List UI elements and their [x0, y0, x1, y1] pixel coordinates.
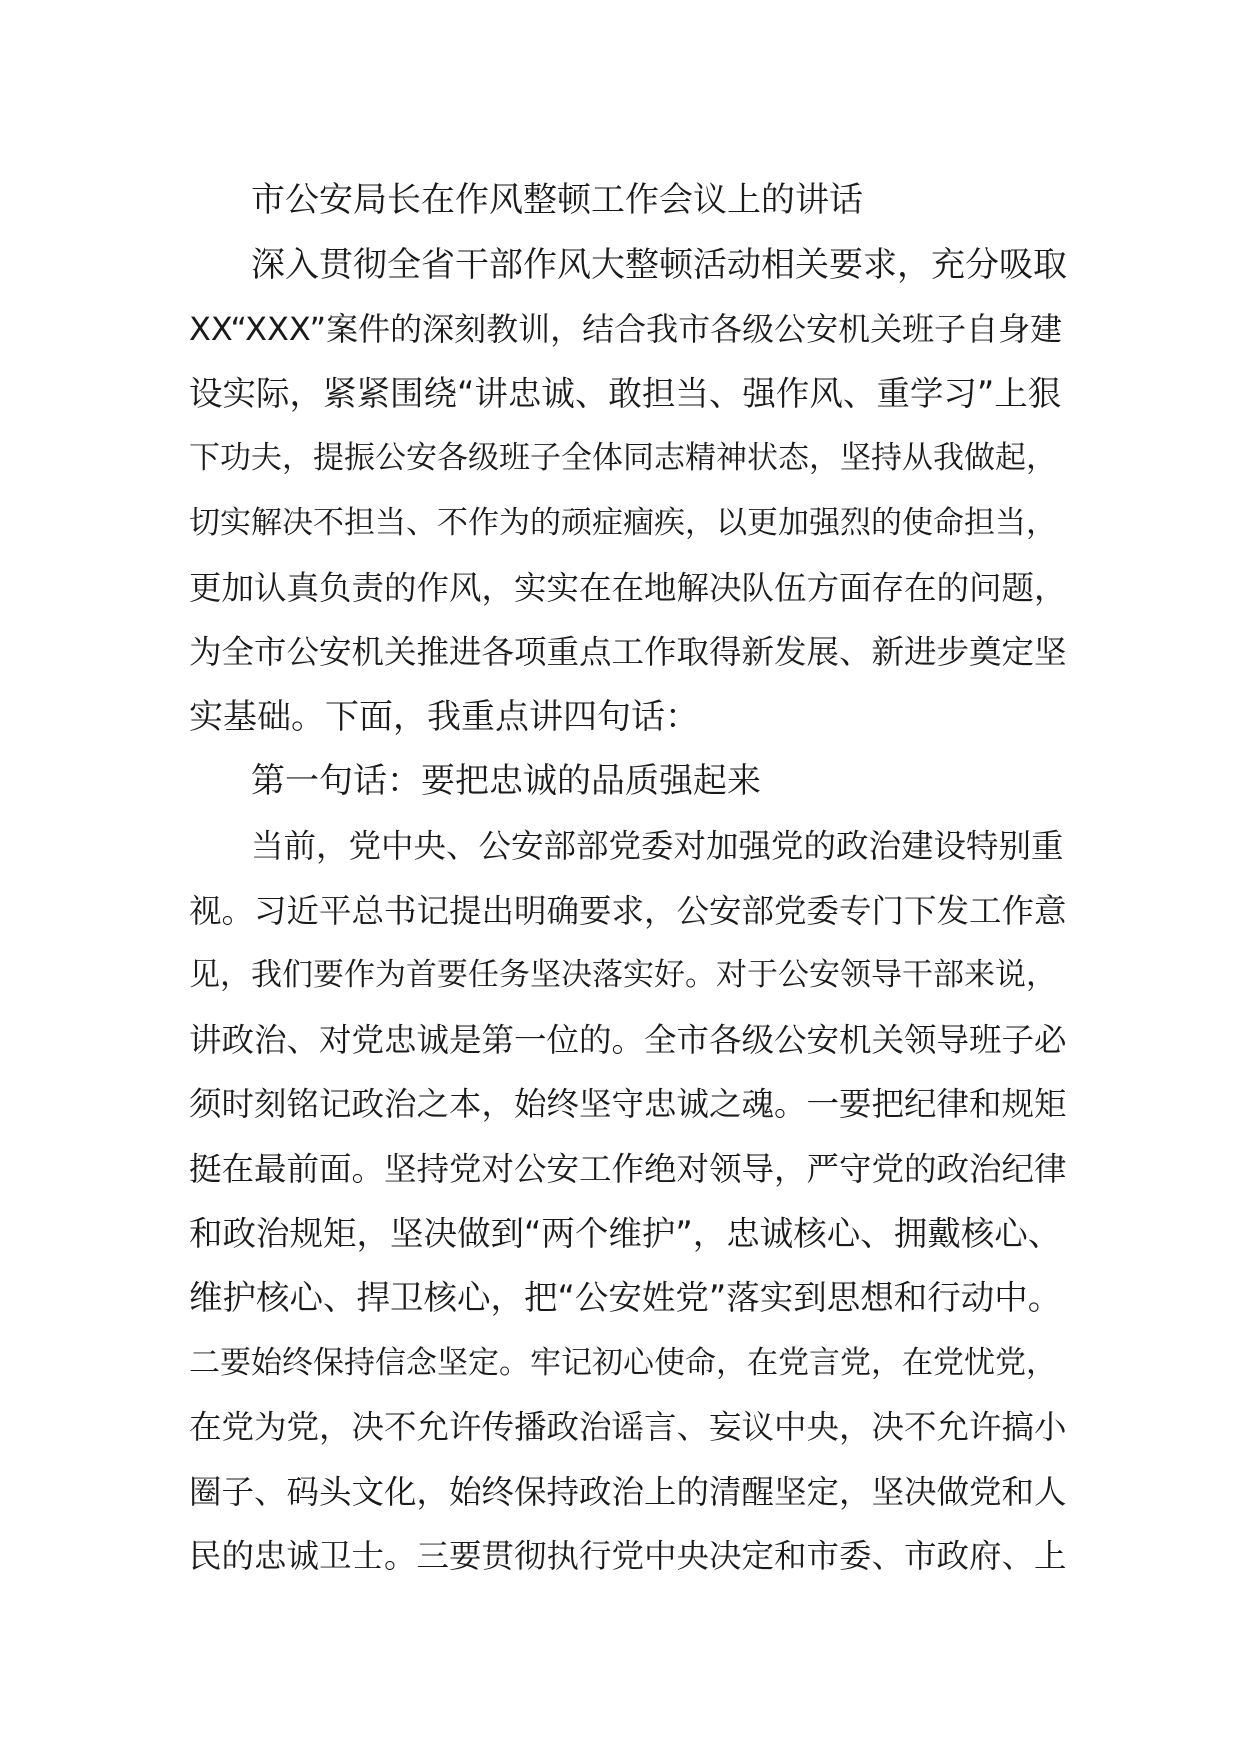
text-line: 在党为党，决不允许传播政治谣言、妄议中央，决不允许搞小 [189, 1408, 1067, 1447]
document-title: 市公安局长在作风整顿工作会议上的讲话 [251, 180, 863, 220]
text-line: 和政治规矩，坚决做到“两个维护”，忠诚核心、拥戴核心、 [189, 1213, 1062, 1253]
text-line: 为全市公安机关推进各项重点工作取得新发展、新进步奠定坚 [189, 633, 1067, 672]
text-line: 民的忠诚卫士。三要贯彻执行党中央决定和市委、市政府、上 [189, 1537, 1067, 1576]
text-line: 维护核心、捍卫核心，把“公安姓党”落实到思想和行动中。 [189, 1278, 1062, 1318]
text-line: 视。习近平总书记提出明确要求，公安部党委专门下发工作意 [189, 891, 1067, 930]
text-line: 当前，党中央、公安部部党委对加强党的政治建设特别重 [251, 826, 1064, 865]
text-line: 切实解决不担当、不作为的顽症痼疾，以更加强烈的使命担当， [189, 504, 1057, 541]
text-line: 挺在最前面。坚持党对公安工作绝对领导，严守党的政治纪律 [189, 1149, 1067, 1188]
text-line: 下功夫，提振公安各级班子全体同志精神状态，坚持从我做起， [189, 440, 1057, 477]
text-line: 须时刻铭记政治之本，始终坚守忠诚之魂。一要把纪律和规矩 [189, 1085, 1067, 1124]
text-line: 实基础。下面，我重点讲四句话： [189, 696, 699, 737]
text-line: 圈子、码头文化，始终保持政治上的清醒坚定，坚决做党和人 [189, 1472, 1067, 1511]
document-body [189, 168, 1069, 1589]
text-line: 二要始终保持信念坚定。牢记初心使命，在党言党，在党忧党， [189, 1344, 1057, 1381]
text-line: 讲政治、对党忠诚是第一位的。全市各级公安机关领导班子必 [189, 1020, 1067, 1059]
text-line: 深入贯彻全省干部作风大整顿活动相关要求，充分吸取 [251, 244, 1067, 285]
text-line: 更加认真负责的作风，实实在在地解决队伍方面存在的问题， [189, 568, 1067, 607]
text-line: 见，我们要作为首要任务坚决落实好。对于公安领导干部来说， [189, 957, 1057, 994]
text-line: 第一句话：要把忠诚的品质强起来 [251, 761, 761, 802]
text-line: 设实际，紧紧围绕“讲忠诚、敢担当、强作风、重学习”上狠 [189, 373, 1062, 413]
text-line: XX“XXX”案件的深刻教训，结合我市各级公安机关班子自身建 [189, 310, 1063, 349]
